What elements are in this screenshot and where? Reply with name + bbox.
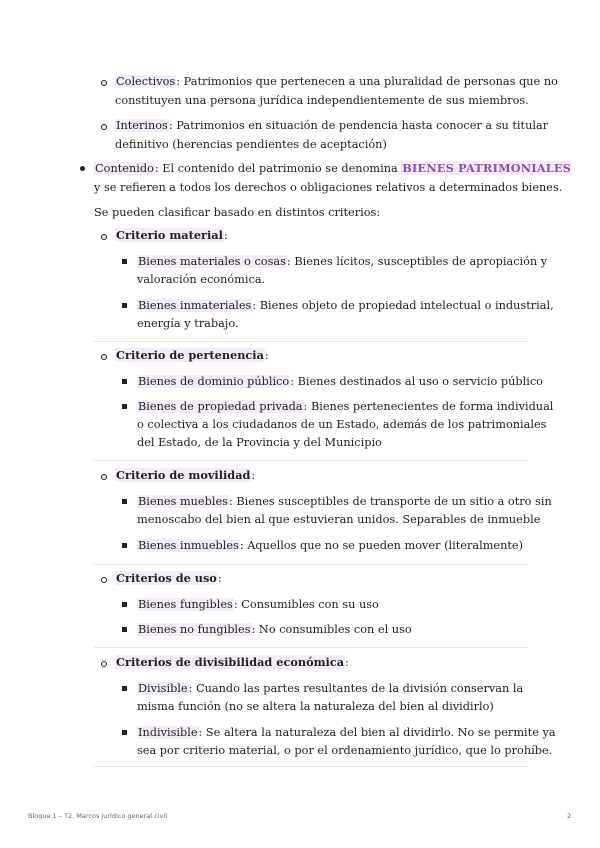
criterios-divisibilidad-title: Criterios de divisibilidad económica [116,655,345,669]
divisibilidad-item-1-line-1 [137,679,523,698]
item-text: : Aquellos que no se pueden mover (literalmente) [239,539,523,552]
material-item-1-line-1 [137,252,547,271]
dominio-publico-term: Bienes de dominio público [138,375,290,388]
divisibilidad-item-2-line-1 [137,723,556,742]
collectivos-text: : Patrimonios que pertenecen a una pluralidad de personas que no [176,75,558,88]
contenido-line-1 [94,159,572,178]
movilidad-item-1-line-2: menoscabo del bien al que estuvieran unidos. Separables de inmueble [137,513,541,526]
contenido-intro: Se pueden clasificar basado en distintos criterios: [94,206,381,219]
square-bullet-icon [122,303,127,308]
criterio-material-heading [115,226,228,245]
section-divider [94,341,528,342]
criterio-pertenencia-heading [115,346,269,365]
disc-bullet-icon [80,166,85,171]
collectivos-term: Colectivos [116,75,176,88]
indivisible-term: Indivisible [138,726,198,739]
movilidad-item-2-line-1 [137,536,523,555]
collectivos-line-1 [115,72,558,91]
circle-bullet-icon [101,577,107,583]
square-bullet-icon [122,404,127,409]
divisibilidad-item-1-line-2: misma función (no se altera la naturaleza del bien al dividirlo) [137,700,494,713]
item-text: : Cuando las partes resultantes de la división conservan la [188,682,524,695]
criterios-divisibilidad-heading [115,653,349,672]
square-bullet-icon [122,627,127,632]
item-text: : Bienes lícitos, susceptibles de apropiación y [286,255,548,268]
criterio-pertenencia-title: Criterio de pertenencia [116,348,264,362]
circle-bullet-icon [101,234,107,240]
colon: : [217,572,222,585]
divisible-term: Divisible [138,682,188,695]
bienes-fungibles-term: Bienes fungibles [138,598,233,611]
collectivos-line-2: constituyen una persona jurídica independientemente de sus miembros. [115,94,529,107]
circle-bullet-icon [101,354,107,360]
criterios-uso-heading [115,569,222,588]
material-item-1-line-2: valoración económica. [137,273,266,286]
page-number: 2 [567,812,572,820]
criterio-material-title: Criterio material [116,228,223,242]
bienes-muebles-term: Bienes muebles [138,495,228,508]
item-text: : Bienes destinados al uso o servicio público [290,375,543,388]
item-text: : Consumibles con su uso [233,598,379,611]
uso-item-2-line-1 [137,620,412,639]
uso-item-1-line-1 [137,595,379,614]
square-bullet-icon [122,543,127,548]
contenido-line-2: y se refieren a todos los derechos o obligaciones relativos a determinados bienes. [94,181,563,194]
criterio-movilidad-heading [115,466,255,485]
bienes-inmateriales-term: Bienes inmateriales [138,299,252,312]
item-text: : Bienes pertenecientes de forma individual [303,400,554,413]
material-item-2-line-1 [137,296,554,315]
square-bullet-icon [122,259,127,264]
colon: : [251,469,256,482]
divisibilidad-item-2-line-2: sea por criterio material, o por el ordenamiento jurídico, que lo prohíbe. [137,744,553,757]
pertenencia-item-1-line-1 [137,372,543,391]
contenido-text: : El contenido del patrimonio se denomina [154,162,402,175]
colon: : [345,656,349,669]
bienes-no-fungibles-term: Bienes no fungibles [138,623,251,636]
pertenencia-item-2-line-1 [137,397,553,416]
movilidad-item-1-line-1 [137,492,552,511]
interinos-term: Interinos [116,119,168,132]
criterios-uso-title: Criterios de uso [116,571,217,585]
item-text: : Se altera la naturaleza del bien al dividirlo. No se permite ya [198,726,556,739]
circle-bullet-icon [101,474,107,480]
propiedad-privada-term: Bienes de propiedad privada [138,400,303,413]
circle-bullet-icon [101,661,107,667]
interinos-line-1 [115,116,548,135]
circle-bullet-icon [101,80,107,86]
contenido-term: Contenido [95,162,154,175]
square-bullet-icon [122,602,127,607]
material-item-2-line-2: energía y trabajo. [137,317,239,330]
section-divider [94,564,528,565]
section-divider [94,460,528,461]
item-text: : Bienes objeto de propiedad intelectual o industrial, [252,299,554,312]
footer-text: Bloque 1 – T2. Marcos jurídico general civil [28,812,167,820]
item-text: : Bienes susceptibles de transporte de un sitio a otro sin [228,495,552,508]
item-text: : No consumibles con el uso [251,623,412,636]
pertenencia-item-2-line-2: o colectiva a los ciudadanos de un Estado, además de los patrimoniales [137,418,547,431]
square-bullet-icon [122,686,127,691]
circle-bullet-icon [101,124,107,130]
square-bullet-icon [122,379,127,384]
colon: : [264,349,269,362]
bienes-patrimoniales-highlight: BIENES PATRIMONIALES [402,161,572,175]
pertenencia-item-2-line-3: del Estado, de la Provincia y del Municipio [137,436,382,449]
interinos-text: : Patrimonios en situación de pendencia hasta conocer a su titular [168,119,549,132]
square-bullet-icon [122,730,127,735]
bienes-inmuebles-term: Bienes inmuebles [138,539,239,552]
interinos-line-2: definitivo (herencias pendientes de aceptación) [115,138,387,151]
section-divider [94,647,528,648]
criterio-movilidad-title: Criterio de movilidad [116,468,251,482]
bienes-materiales-term: Bienes materiales o cosas [138,255,286,268]
square-bullet-icon [122,499,127,504]
colon: : [223,229,228,242]
section-divider [94,766,528,767]
